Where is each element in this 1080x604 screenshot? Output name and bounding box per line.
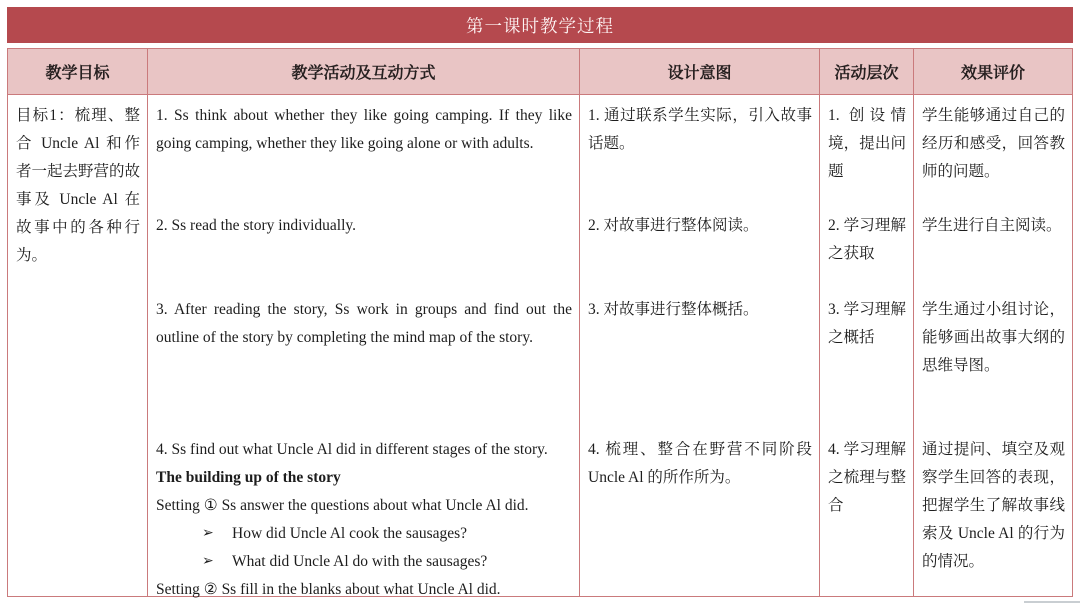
level-3: 3. 学习理解之概括 (828, 301, 906, 346)
cell-teaching-goals (8, 95, 148, 596)
arrow-bullet-icon: ➢ (202, 554, 214, 569)
evaluation-2: 学生进行自主阅读。 (922, 217, 1062, 234)
intent-1: 1. 通过联系学生实际，引入故事话题。 (588, 107, 812, 152)
lesson-plan-table (7, 7, 1073, 597)
activity-4-main: 4. Ss find out what Uncle Al did in different stages of the story. (156, 441, 548, 458)
activity-4-subtitle: The building up of the story (156, 469, 341, 486)
header-evaluation: 效果评价 (960, 65, 1025, 82)
intent-3: 3. 对故事进行整体概括。 (588, 301, 759, 318)
activity-2: 2. Ss read the story individually. (156, 217, 357, 234)
level-4: 4. 学习理解之梳理与整合 (828, 441, 906, 514)
cell-evaluation (914, 95, 1072, 596)
question-text: What did Uncle Al do with the sausages? (232, 553, 488, 570)
activity-4-question-2 (156, 548, 572, 576)
activity-4 (156, 436, 572, 604)
question-text: How did Uncle Al cook the sausages? (232, 525, 468, 542)
evaluation-1: 学生能够通过自己的经历和感受，回答教师的问题。 (922, 107, 1065, 180)
intent-2: 2. 对故事进行整体阅读。 (588, 217, 759, 234)
activity-1: 1. Ss think about whether they like going camping. If they like going camping, whether they like going alone or with adults. (156, 107, 572, 152)
header-design-intent: 设计意图 (580, 49, 820, 94)
activity-4-setting-2: Setting ② Ss fill in the blanks about what Uncle Al did. (156, 581, 501, 598)
body-row (7, 95, 1073, 597)
header-activity-level: 活动层次 (820, 49, 914, 94)
cell-design-intent (580, 95, 820, 596)
level-2: 2. 学习理解之获取 (828, 217, 906, 262)
evaluation-4: 通过提问、填空及观察学生回答的表现，把握学生了解故事线索及 Uncle Al 的行为的情况。 (922, 441, 1065, 570)
goal-text: 目标1：梳理、整合 Uncle Al 和作者一起去野营的故事及 Uncle Al 在故事中的各种行为。 (16, 107, 141, 264)
header-activities: 教学活动及互动方式 (148, 49, 580, 94)
table-title: 第一课时教学过程 (466, 15, 614, 36)
intent-4: 4. 梳理、整合在野营不同阶段 Uncle Al 的所作所为。 (588, 441, 812, 486)
level-1: 1. 创设情境，提出问题 (828, 107, 906, 180)
header-teaching-goals: 教学目标 (8, 49, 148, 94)
activity-4-question-1 (156, 520, 572, 548)
header-row (7, 48, 1073, 95)
cell-activities (148, 95, 580, 596)
arrow-bullet-icon: ➢ (202, 526, 214, 541)
cell-activity-level (820, 95, 914, 596)
page-edge-artifact (1024, 601, 1080, 603)
evaluation-3: 学生通过小组讨论，能够画出故事大纲的思维导图。 (922, 301, 1065, 374)
table-title-band (7, 7, 1073, 43)
activity-3: 3. After reading the story, Ss work in groups and find out the outline of the story by completing the mind map of the story. (156, 301, 572, 346)
activity-4-setting-1: Setting ① Ss answer the questions about what Uncle Al did. (156, 497, 529, 514)
